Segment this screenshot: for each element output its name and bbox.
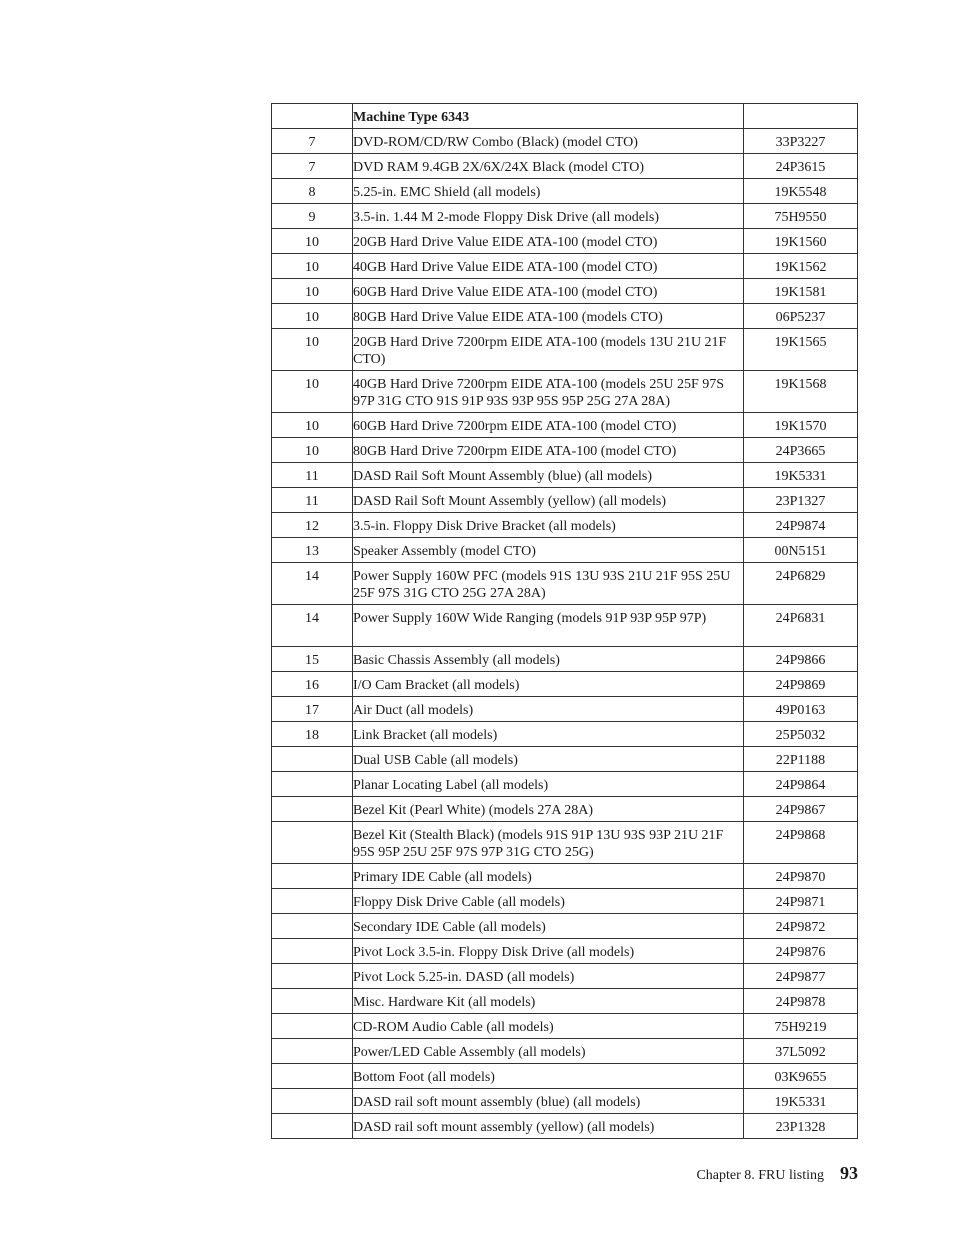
part-number-cell: 24P9866	[744, 647, 858, 672]
part-number-cell: 03K9655	[744, 1064, 858, 1089]
index-cell	[272, 964, 353, 989]
table-row	[272, 129, 858, 154]
description-cell: DVD-ROM/CD/RW Combo (Black) (model CTO)	[353, 129, 744, 154]
part-number-cell: 24P9874	[744, 513, 858, 538]
table-row	[272, 939, 858, 964]
description-cell: Basic Chassis Assembly (all models)	[353, 647, 744, 672]
index-cell	[272, 1114, 353, 1139]
table-row	[272, 747, 858, 772]
part-number-cell: 19K1565	[744, 329, 858, 371]
part-number-cell: 24P9877	[744, 964, 858, 989]
index-cell	[272, 989, 353, 1014]
part-number-cell: 24P6831	[744, 605, 858, 647]
description-cell: Power Supply 160W Wide Ranging (models 91P 93P 95P 97P)	[353, 605, 744, 647]
index-cell: 17	[272, 697, 353, 722]
table-row	[272, 304, 858, 329]
index-cell	[272, 864, 353, 889]
description-cell: DVD RAM 9.4GB 2X/6X/24X Black (model CTO)	[353, 154, 744, 179]
index-cell	[272, 939, 353, 964]
table-row	[272, 254, 858, 279]
description-cell: 80GB Hard Drive Value EIDE ATA-100 (models CTO)	[353, 304, 744, 329]
part-number-cell: 24P9864	[744, 772, 858, 797]
part-number-cell: 24P6829	[744, 563, 858, 605]
description-cell: 80GB Hard Drive 7200rpm EIDE ATA-100 (model CTO)	[353, 438, 744, 463]
description-cell: Power/LED Cable Assembly (all models)	[353, 1039, 744, 1064]
part-number-cell: 19K1562	[744, 254, 858, 279]
index-cell: 10	[272, 229, 353, 254]
table-row	[272, 279, 858, 304]
table-row	[272, 1039, 858, 1064]
index-cell: 14	[272, 563, 353, 605]
table-row	[272, 914, 858, 939]
part-number-cell: 24P9868	[744, 822, 858, 864]
table-row	[272, 513, 858, 538]
part-number-cell: 19K1570	[744, 413, 858, 438]
machine-type-heading: Machine Type 6343	[353, 110, 470, 125]
table-header-row	[272, 104, 858, 129]
table-row	[272, 413, 858, 438]
table-row	[272, 647, 858, 672]
table-row	[272, 989, 858, 1014]
table-row	[272, 672, 858, 697]
header-part-cell	[744, 104, 858, 129]
index-cell	[272, 914, 353, 939]
index-cell: 10	[272, 304, 353, 329]
part-number-cell: 24P9871	[744, 889, 858, 914]
description-cell: Bottom Foot (all models)	[353, 1064, 744, 1089]
index-cell: 13	[272, 538, 353, 563]
table-row	[272, 605, 858, 647]
index-cell: 7	[272, 129, 353, 154]
description-cell: 20GB Hard Drive Value EIDE ATA-100 (model CTO)	[353, 229, 744, 254]
description-cell: Speaker Assembly (model CTO)	[353, 538, 744, 563]
description-cell: Planar Locating Label (all models)	[353, 772, 744, 797]
table-row	[272, 538, 858, 563]
part-number-cell: 75H9550	[744, 204, 858, 229]
table-row	[272, 154, 858, 179]
part-number-cell: 49P0163	[744, 697, 858, 722]
table-row	[272, 371, 858, 413]
index-cell: 10	[272, 438, 353, 463]
index-cell	[272, 1014, 353, 1039]
description-cell: DASD rail soft mount assembly (blue) (all models)	[353, 1089, 744, 1114]
index-cell: 15	[272, 647, 353, 672]
description-cell: DASD Rail Soft Mount Assembly (yellow) (all models)	[353, 488, 744, 513]
part-number-cell: 19K5331	[744, 463, 858, 488]
part-number-cell: 06P5237	[744, 304, 858, 329]
description-cell: Misc. Hardware Kit (all models)	[353, 989, 744, 1014]
description-cell: I/O Cam Bracket (all models)	[353, 672, 744, 697]
description-cell: 40GB Hard Drive Value EIDE ATA-100 (model CTO)	[353, 254, 744, 279]
part-number-cell: 24P9878	[744, 989, 858, 1014]
description-cell: Primary IDE Cable (all models)	[353, 864, 744, 889]
table-row	[272, 722, 858, 747]
part-number-cell: 24P3665	[744, 438, 858, 463]
table-row	[272, 889, 858, 914]
part-number-cell: 24P3615	[744, 154, 858, 179]
index-cell: 11	[272, 488, 353, 513]
fru-table	[271, 103, 858, 1139]
description-cell: Bezel Kit (Pearl White) (models 27A 28A)	[353, 797, 744, 822]
part-number-cell: 24P9876	[744, 939, 858, 964]
index-cell: 11	[272, 463, 353, 488]
part-number-cell: 24P9867	[744, 797, 858, 822]
description-cell: Floppy Disk Drive Cable (all models)	[353, 889, 744, 914]
index-cell	[272, 1064, 353, 1089]
table-row	[272, 463, 858, 488]
description-cell: DASD rail soft mount assembly (yellow) (all models)	[353, 1114, 744, 1139]
table-row	[272, 1114, 858, 1139]
description-cell: Pivot Lock 5.25-in. DASD (all models)	[353, 964, 744, 989]
table-row	[272, 229, 858, 254]
index-cell: 10	[272, 413, 353, 438]
index-cell: 18	[272, 722, 353, 747]
part-number-cell: 25P5032	[744, 722, 858, 747]
part-number-cell: 37L5092	[744, 1039, 858, 1064]
description-cell: Air Duct (all models)	[353, 697, 744, 722]
part-number-cell: 00N5151	[744, 538, 858, 563]
index-cell: 12	[272, 513, 353, 538]
part-number-cell: 33P3227	[744, 129, 858, 154]
part-number-cell: 19K1581	[744, 279, 858, 304]
part-number-cell: 24P9869	[744, 672, 858, 697]
part-number-cell: 19K1560	[744, 229, 858, 254]
index-cell: 7	[272, 154, 353, 179]
index-cell: 9	[272, 204, 353, 229]
chapter-title: Chapter 8. FRU listing	[696, 1168, 824, 1183]
index-cell: 10	[272, 329, 353, 371]
header-index-cell	[272, 104, 353, 129]
part-number-cell: 24P9870	[744, 864, 858, 889]
part-number-cell: 19K5548	[744, 179, 858, 204]
description-cell: 20GB Hard Drive 7200rpm EIDE ATA-100 (models 13U 21U 21F CTO)	[353, 329, 744, 371]
part-number-cell: 23P1328	[744, 1114, 858, 1139]
description-cell: Pivot Lock 3.5-in. Floppy Disk Drive (all models)	[353, 939, 744, 964]
description-cell: 60GB Hard Drive Value EIDE ATA-100 (model CTO)	[353, 279, 744, 304]
table-row	[272, 822, 858, 864]
table-row	[272, 1089, 858, 1114]
index-cell: 16	[272, 672, 353, 697]
part-number-cell: 75H9219	[744, 1014, 858, 1039]
description-cell: 40GB Hard Drive 7200rpm EIDE ATA-100 (models 25U 25F 97S 97P 31G CTO 91S 91P 93S 93P 95S 95P 25G 27A 28A)	[353, 371, 744, 413]
page-number: 93	[840, 1163, 858, 1183]
description-cell: 3.5-in. Floppy Disk Drive Bracket (all models)	[353, 513, 744, 538]
part-number-cell: 19K5331	[744, 1089, 858, 1114]
table-row	[272, 563, 858, 605]
index-cell	[272, 1089, 353, 1114]
table-row	[272, 329, 858, 371]
description-cell: 3.5-in. 1.44 M 2-mode Floppy Disk Drive (all models)	[353, 204, 744, 229]
index-cell	[272, 822, 353, 864]
index-cell	[272, 797, 353, 822]
page-footer	[696, 1163, 858, 1184]
index-cell: 10	[272, 254, 353, 279]
description-cell: Dual USB Cable (all models)	[353, 747, 744, 772]
table-row	[272, 797, 858, 822]
description-cell: Link Bracket (all models)	[353, 722, 744, 747]
index-cell	[272, 772, 353, 797]
table-row	[272, 864, 858, 889]
description-cell: Secondary IDE Cable (all models)	[353, 914, 744, 939]
index-cell: 10	[272, 371, 353, 413]
description-cell: DASD Rail Soft Mount Assembly (blue) (all models)	[353, 463, 744, 488]
index-cell	[272, 889, 353, 914]
part-number-cell: 23P1327	[744, 488, 858, 513]
part-number-cell: 19K1568	[744, 371, 858, 413]
table-row	[272, 964, 858, 989]
table-row	[272, 438, 858, 463]
description-cell: CD-ROM Audio Cable (all models)	[353, 1014, 744, 1039]
table-row	[272, 772, 858, 797]
part-number-cell: 22P1188	[744, 747, 858, 772]
table-row	[272, 1014, 858, 1039]
table-row	[272, 1064, 858, 1089]
part-number-cell: 24P9872	[744, 914, 858, 939]
description-cell: Power Supply 160W PFC (models 91S 13U 93S 21U 21F 95S 25U 25F 97S 31G CTO 25G 27A 28A)	[353, 563, 744, 605]
description-cell: Bezel Kit (Stealth Black) (models 91S 91P 13U 93S 93P 21U 21F 95S 95P 25U 25F 97S 97P 31G CTO 25G)	[353, 822, 744, 864]
index-cell: 14	[272, 605, 353, 647]
index-cell	[272, 747, 353, 772]
index-cell	[272, 1039, 353, 1064]
table-row	[272, 179, 858, 204]
table-row	[272, 488, 858, 513]
header-description-cell	[353, 104, 744, 129]
table-row	[272, 204, 858, 229]
table-row	[272, 697, 858, 722]
description-cell: 60GB Hard Drive 7200rpm EIDE ATA-100 (model CTO)	[353, 413, 744, 438]
index-cell: 8	[272, 179, 353, 204]
description-cell: 5.25-in. EMC Shield (all models)	[353, 179, 744, 204]
index-cell: 10	[272, 279, 353, 304]
